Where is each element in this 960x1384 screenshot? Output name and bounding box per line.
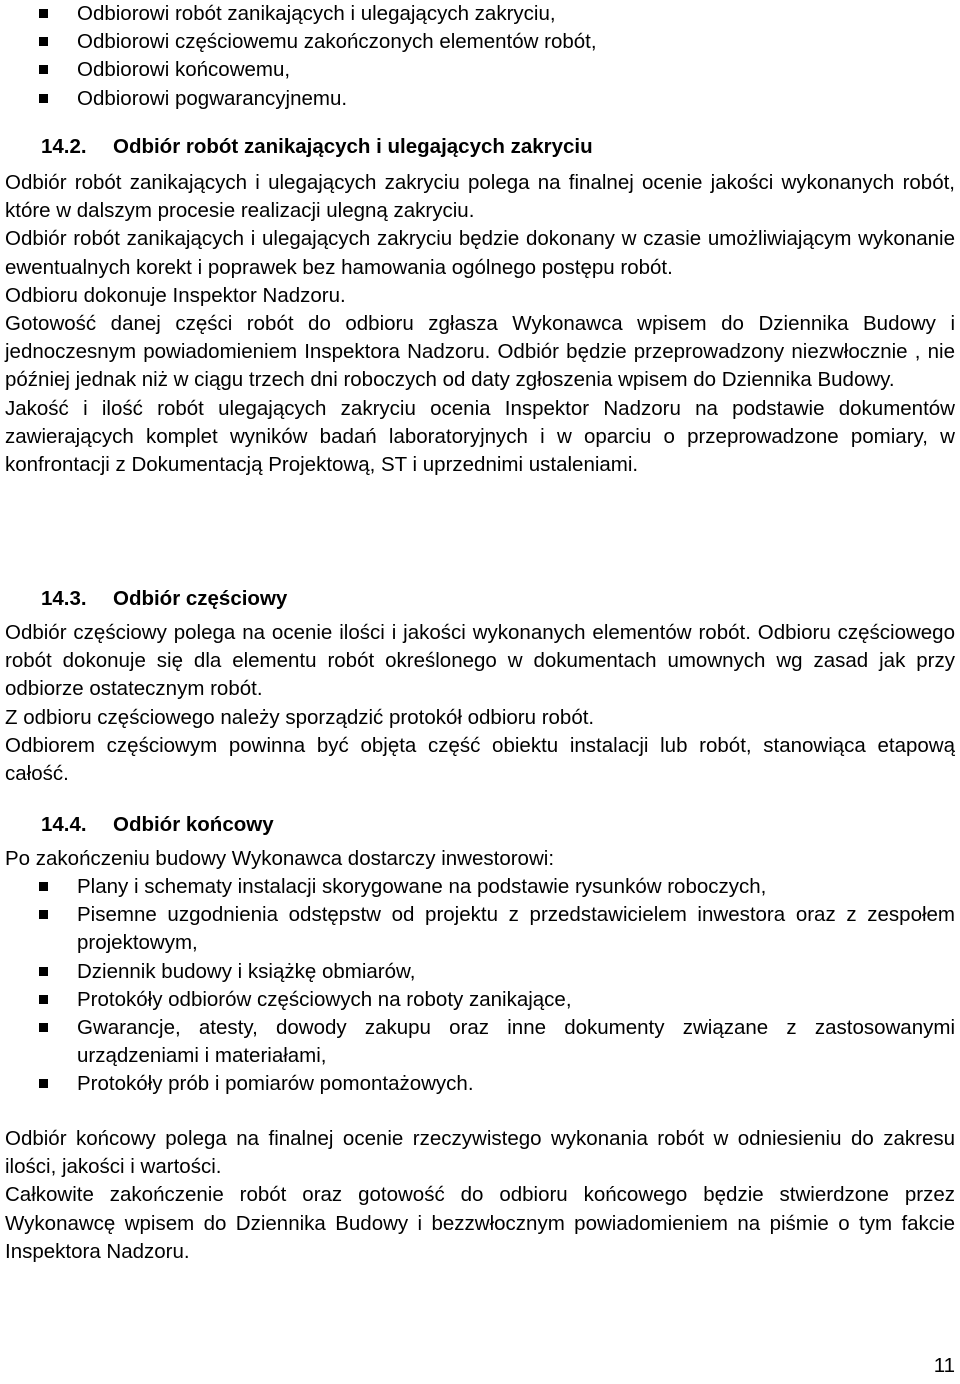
paragraph: Gotowość danej części robót do odbioru zgłasza Wykonawca wpisem do Dziennika Budowy i jednoczesnym powiadomieniem Inspektora Nadzoru. Odbiór będzie przeprowadzony niezwłocznie , nie później jednak niż w ciągu trzech dni roboczych od daty zgłoszenia wpisem do Dziennika Budowy. (5, 312, 955, 392)
paragraph: Z odbioru częściowego należy sporządzić protokół odbioru robót. (5, 705, 595, 729)
bullet-square-icon (39, 967, 48, 976)
list-item: Odbiorowi pogwarancyjnemu. (5, 85, 955, 113)
section-heading-14-2: 14.2. Odbiór robót zanikających i ulegających zakryciu (41, 135, 593, 158)
list-item: Odbiorowi końcowemu, (5, 56, 955, 84)
list-item: Gwarancje, atesty, dowody zakupu oraz inne dokumenty związane z zastosowanymi urządzeniami i materiałami, (5, 1014, 955, 1070)
bullet-square-icon (39, 94, 48, 103)
paragraph: Jakość i ilość robót ulegających zakryciu ocenia Inspektor Nadzoru na podstawie dokumentów zawierających komplet wyników badań laboratoryjnych i w oparciu o przeprowadzone pomiary, w konfrontacji z Dokumentacją Projektową, ST i uprzednimi ustaleniami. (5, 396, 955, 477)
paragraph: Po zakończeniu budowy Wykonawca dostarczy inwestorowi: (5, 847, 555, 870)
bullet-square-icon (39, 910, 48, 919)
section-14-4-body (5, 1125, 955, 1266)
paragraph: Odbiorem częściowym powinna być objęta część obiektu instalacji lub robót, stanowiąca etapową całość. (5, 733, 955, 786)
section-heading-14-3: 14.3. Odbiór częściowy (41, 587, 288, 610)
bullet-square-icon (39, 65, 48, 74)
bullet-square-icon (39, 1079, 48, 1088)
list-item: Odbiorowi robót zanikających i ulegających zakryciu, (5, 0, 955, 28)
list-item: Dziennik budowy i książkę obmiarów, (5, 958, 955, 986)
list-item: Protokóły odbiorów częściowych na roboty zanikające, (5, 986, 955, 1014)
bullet-square-icon (39, 37, 48, 46)
list-item: Pisemne uzgodnienia odstępstw od projektu z przedstawicielem inwestora oraz z zespołem projektowym, (5, 901, 955, 957)
paragraph: Odbiór końcowy polega na finalnej ocenie rzeczywistego wykonania robót w odniesieniu do zakresu ilości, jakości i wartości. (5, 1127, 955, 1179)
paragraph: Odbiór częściowy polega na ocenie ilości i jakości wykonanych elementów robót. Odbioru częściowego robót dokonuje się dla elementu robót określonego w dokumentach umownych wg zasad jak przy odbiorze ostatecznym robót. (5, 621, 955, 701)
deliverables-list (5, 873, 955, 1099)
page-number: 11 (933, 1354, 955, 1377)
list-item: Plany i schematy instalacji skorygowane na podstawie rysunków roboczych, (5, 873, 955, 901)
bullet-square-icon (39, 882, 48, 891)
paragraph: Całkowite zakończenie robót oraz gotowość do odbioru końcowego będzie stwierdzone przez Wykonawcę wpisem do Dziennika Budowy i bezzwłocznym powiadomieniem na piśmie o tym fakcie Inspektora Nadzoru. (5, 1183, 955, 1263)
section-14-2-body (5, 169, 955, 479)
section-14-3-body (5, 619, 955, 788)
bullet-square-icon (39, 1023, 48, 1032)
bullet-square-icon (39, 995, 48, 1004)
list-item: Protokóły prób i pomiarów pomontażowych. (5, 1070, 955, 1098)
section-14-4-intro (5, 845, 955, 873)
paragraph: Odbiór robót zanikających i ulegających zakryciu polega na finalnej ocenie jakości wykonanych robót, które w dalszym procesie realizacji ulegną zakryciu. (5, 171, 955, 223)
section-heading-14-4: 14.4. Odbiór końcowy (41, 813, 274, 836)
paragraph: Odbioru dokonuje Inspektor Nadzoru. (5, 283, 346, 307)
paragraph: Odbiór robót zanikających i ulegających zakryciu będzie dokonany w czasie umożliwiającym wykonanie ewentualnych korekt i poprawek bez hamowania ogólnego postępu robót. (5, 227, 955, 279)
list-item: Odbiorowi częściowemu zakończonych elementów robót, (5, 28, 955, 56)
bullet-square-icon (39, 9, 48, 18)
top-bullet-list (5, 0, 955, 113)
